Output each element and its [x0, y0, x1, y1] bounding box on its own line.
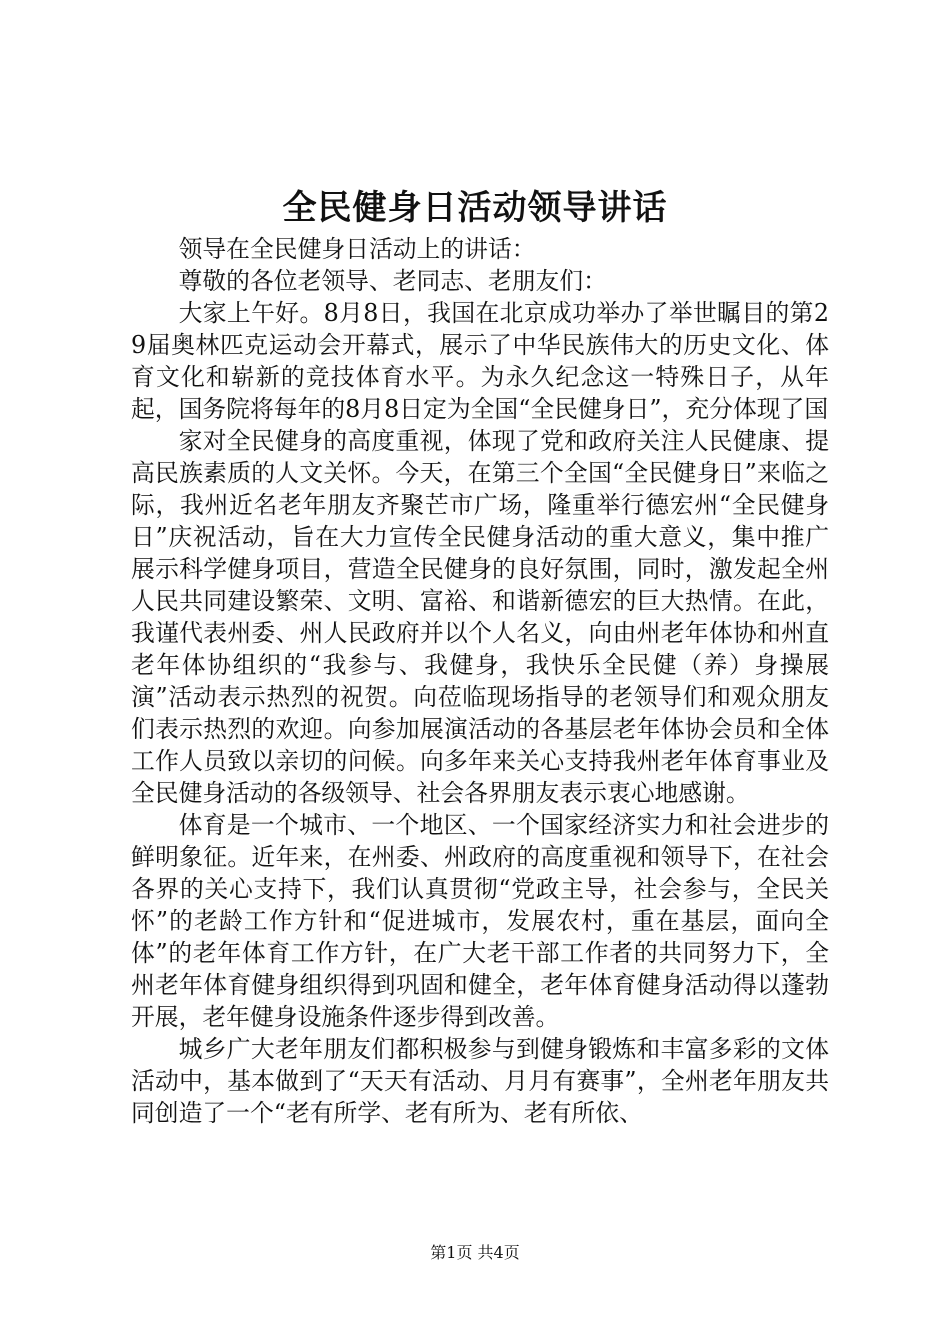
paragraph-elderly-activities: 城乡广大老年朋友们都积极参与到健身锻炼和丰富多彩的文体活动中，基本做到了“天天有活动、月月有赛事”，全州老年朋友共同创造了一个“老有所学、老有所为、老有所依、: [131, 1035, 829, 1127]
page-number-footer: 第1页 共4页: [430, 1243, 520, 1262]
paragraph-salutation: 尊敬的各位老领导、老同志、老朋友们：: [178, 267, 607, 295]
paragraph-sports-progress: 体育是一个城市、一个地区、一个国家经济实力和社会进步的鲜明象征。近年来，在州委、州政府的高度重视和领导下，在社会各界的关心支持下，我们认真贯彻“党政主导，社会参与，全民关怀”的老龄工作方针和“促进城市，发展农村，重在基层，面向全体”的老年体育工作方针，在广大老干部工作者的共同努力下，全州老年体育健身组织得到巩固和健全，老年体育健身活动得以蓬勃开展，老年健身设施条件逐步得到改善。: [131, 811, 829, 1031]
paragraph-continuation: 家对全民健身的高度重视，体现了党和政府关注人民健康、提高民族素质的人文关怀。今天，在第三个全国“全民健身日”来临之际，我州近名老年朋友齐聚芒市广场，隆重举行德宏州“全民健身日”庆祝活动，旨在大力宣传全民健身活动的重大意义，集中推广展示科学健身项目，营造全民健身的良好氛围，同时，激发起全州人民共同建设繁荣、文明、富裕、和谐新德宏的巨大热情。在此，我谨代表州委、州人民政府并以个人名义，向由州老年体协和州直老年体协组织的“我参与、我健身，我快乐全民健（养）身操展演”活动表示热烈的祝贺。向莅临现场指导的老领导们和观众朋友们表示热烈的欢迎。向参加展演活动的各基层老年体协会员和全体工作人员致以亲切的问候。向多年来关心支持我州老年体育事业及全民健身活动的各级领导、社会各界朋友表示衷心地感谢。: [131, 427, 829, 807]
document-title: 全民健身日活动领导讲话: [282, 188, 668, 228]
paragraph-opening: 大家上午好。8月8日，我国在北京成功举办了举世瞩目的第29届奥林匹克运动会开幕式，展示了中华民族伟大的历史文化、体育文化和崭新的竞技体育水平。为永久纪念这一特殊日子，从年起，国务院将每年的8月8日定为全国“全民健身日”，充分体现了国: [131, 299, 829, 423]
paragraph-intro: 领导在全民健身日活动上的讲话：: [178, 235, 536, 263]
document-body: [131, 233, 829, 1129]
